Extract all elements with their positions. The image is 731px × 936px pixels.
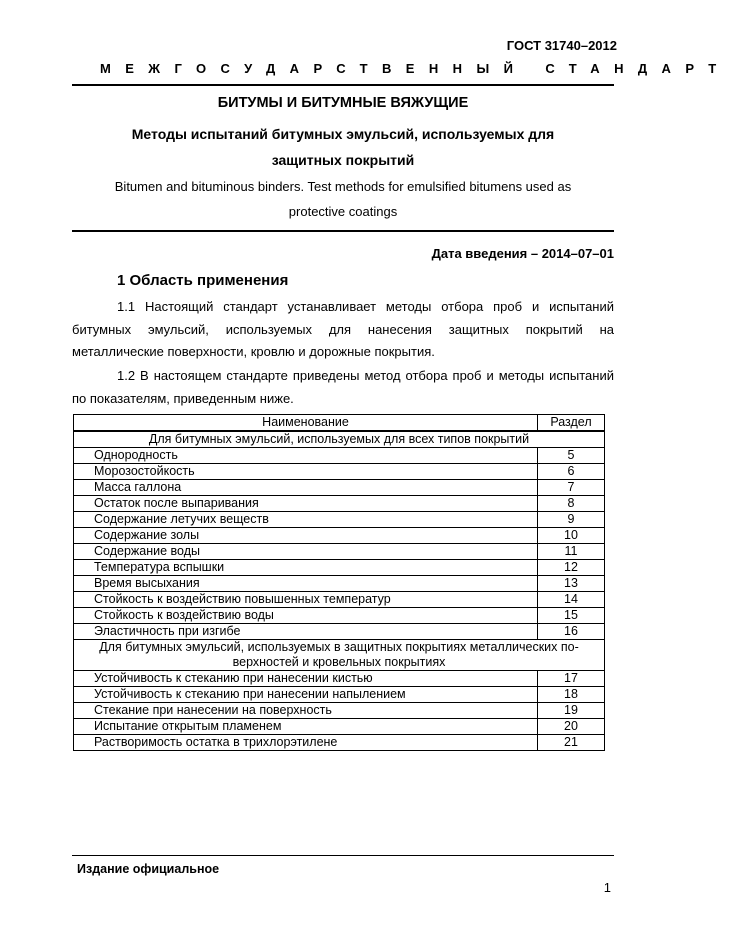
row-section: 15 (538, 608, 605, 624)
table-row (74, 512, 605, 528)
row-section: 20 (538, 719, 605, 735)
row-name: Испытание открытым пламенем (74, 719, 538, 735)
row-name: Устойчивость к стеканию при нанесении кистью (74, 671, 538, 687)
table-row (74, 560, 605, 576)
english-title-line-2: protective coatings (288, 204, 398, 219)
row-section: 14 (538, 592, 605, 608)
row-name: Температура вспышки (74, 560, 538, 576)
row-name: Масса галлона (74, 480, 538, 496)
row-section: 16 (538, 624, 605, 640)
row-section: 10 (538, 528, 605, 544)
row-section: 6 (538, 464, 605, 480)
row-section: 7 (538, 480, 605, 496)
table-row (74, 480, 605, 496)
document-title: БИТУМЫ И БИТУМНЫЕ ВЯЖУЩИЕ (217, 95, 469, 111)
table-row (74, 448, 605, 464)
row-section: 21 (538, 735, 605, 751)
group-1-label: Для битумных эмульсий, используемых для всех типов покрытий (74, 431, 605, 448)
subtitle-line-1: Методы испытаний битумных эмульсий, используемых для (131, 126, 555, 142)
table-row (74, 719, 605, 735)
table-row (74, 735, 605, 751)
header-name: Наименование (74, 415, 538, 432)
row-name: Стойкость к воздействию воды (74, 608, 538, 624)
row-name: Содержание золы (74, 528, 538, 544)
row-name: Стойкость к воздействию повышенных температур (74, 592, 538, 608)
header-section: Раздел (538, 415, 605, 432)
row-section: 9 (538, 512, 605, 528)
row-name: Однородность (74, 448, 538, 464)
table-row (74, 496, 605, 512)
introduction-date: Дата введения – 2014–07–01 (431, 246, 614, 261)
subtitle-line-2: защитных покрытий (271, 152, 415, 168)
row-section: 11 (538, 544, 605, 560)
title-rule (72, 230, 614, 232)
table-row (74, 687, 605, 703)
row-name: Растворимость остатка в трихлорэтилене (74, 735, 538, 751)
footer-rule (72, 855, 614, 856)
document-subtitle (72, 121, 614, 173)
gost-code: ГОСТ 31740–2012 (506, 38, 617, 53)
group-2-line-2: верхностей и кровельных покрытиях (232, 655, 446, 669)
english-title (72, 174, 614, 224)
table-row (74, 592, 605, 608)
row-section: 8 (538, 496, 605, 512)
paragraph-1-1: 1.1 Настоящий стандарт устанавливает методы отбора проб и испытаний битумных эмульсий, используемых для нанесения защитных покрытий на металлические поверхности, кровлю и дорожные покрытия. (72, 299, 614, 359)
table-row (74, 544, 605, 560)
row-name: Стекание при нанесении на поверхность (74, 703, 538, 719)
page-number: 1 (603, 880, 611, 895)
group-row (74, 431, 605, 448)
row-name: Устойчивость к стеканию при нанесении напылением (74, 687, 538, 703)
row-section: 5 (538, 448, 605, 464)
row-name: Содержание воды (74, 544, 538, 560)
paragraph-1-2: 1.2 В настоящем стандарте приведены метод отбора проб и методы испытаний по показателям, приведенным ниже. (72, 368, 614, 406)
section-heading: 1 Область применения (117, 272, 289, 289)
table-row (74, 608, 605, 624)
table-row (74, 703, 605, 719)
header-rule (72, 84, 614, 86)
table-header-row (74, 415, 605, 432)
group-2-label (74, 640, 605, 671)
table-row (74, 576, 605, 592)
table-row (74, 671, 605, 687)
table-row (74, 464, 605, 480)
row-section: 17 (538, 671, 605, 687)
edition-label: Издание официальное (77, 862, 220, 876)
scope-table (73, 414, 605, 751)
group-row (74, 640, 605, 671)
row-name: Содержание летучих веществ (74, 512, 538, 528)
row-name: Морозостойкость (74, 464, 538, 480)
row-section: 13 (538, 576, 605, 592)
row-section: 19 (538, 703, 605, 719)
english-title-line-1: Bitumen and bituminous binders. Test methods for emulsified bitumens used as (114, 179, 572, 194)
row-name: Время высыхания (74, 576, 538, 592)
table-row (74, 528, 605, 544)
row-section: 18 (538, 687, 605, 703)
row-name: Эластичность при изгибе (74, 624, 538, 640)
row-name: Остаток после выпаривания (74, 496, 538, 512)
row-section: 12 (538, 560, 605, 576)
interstate-standard-label: МЕЖГОСУДАРСТВЕННЫЙ СТАНДАРТ (100, 61, 731, 76)
table-row (74, 624, 605, 640)
group-2-line-1: Для битумных эмульсий, используемых в защитных покрытиях металлических по- (99, 640, 579, 654)
